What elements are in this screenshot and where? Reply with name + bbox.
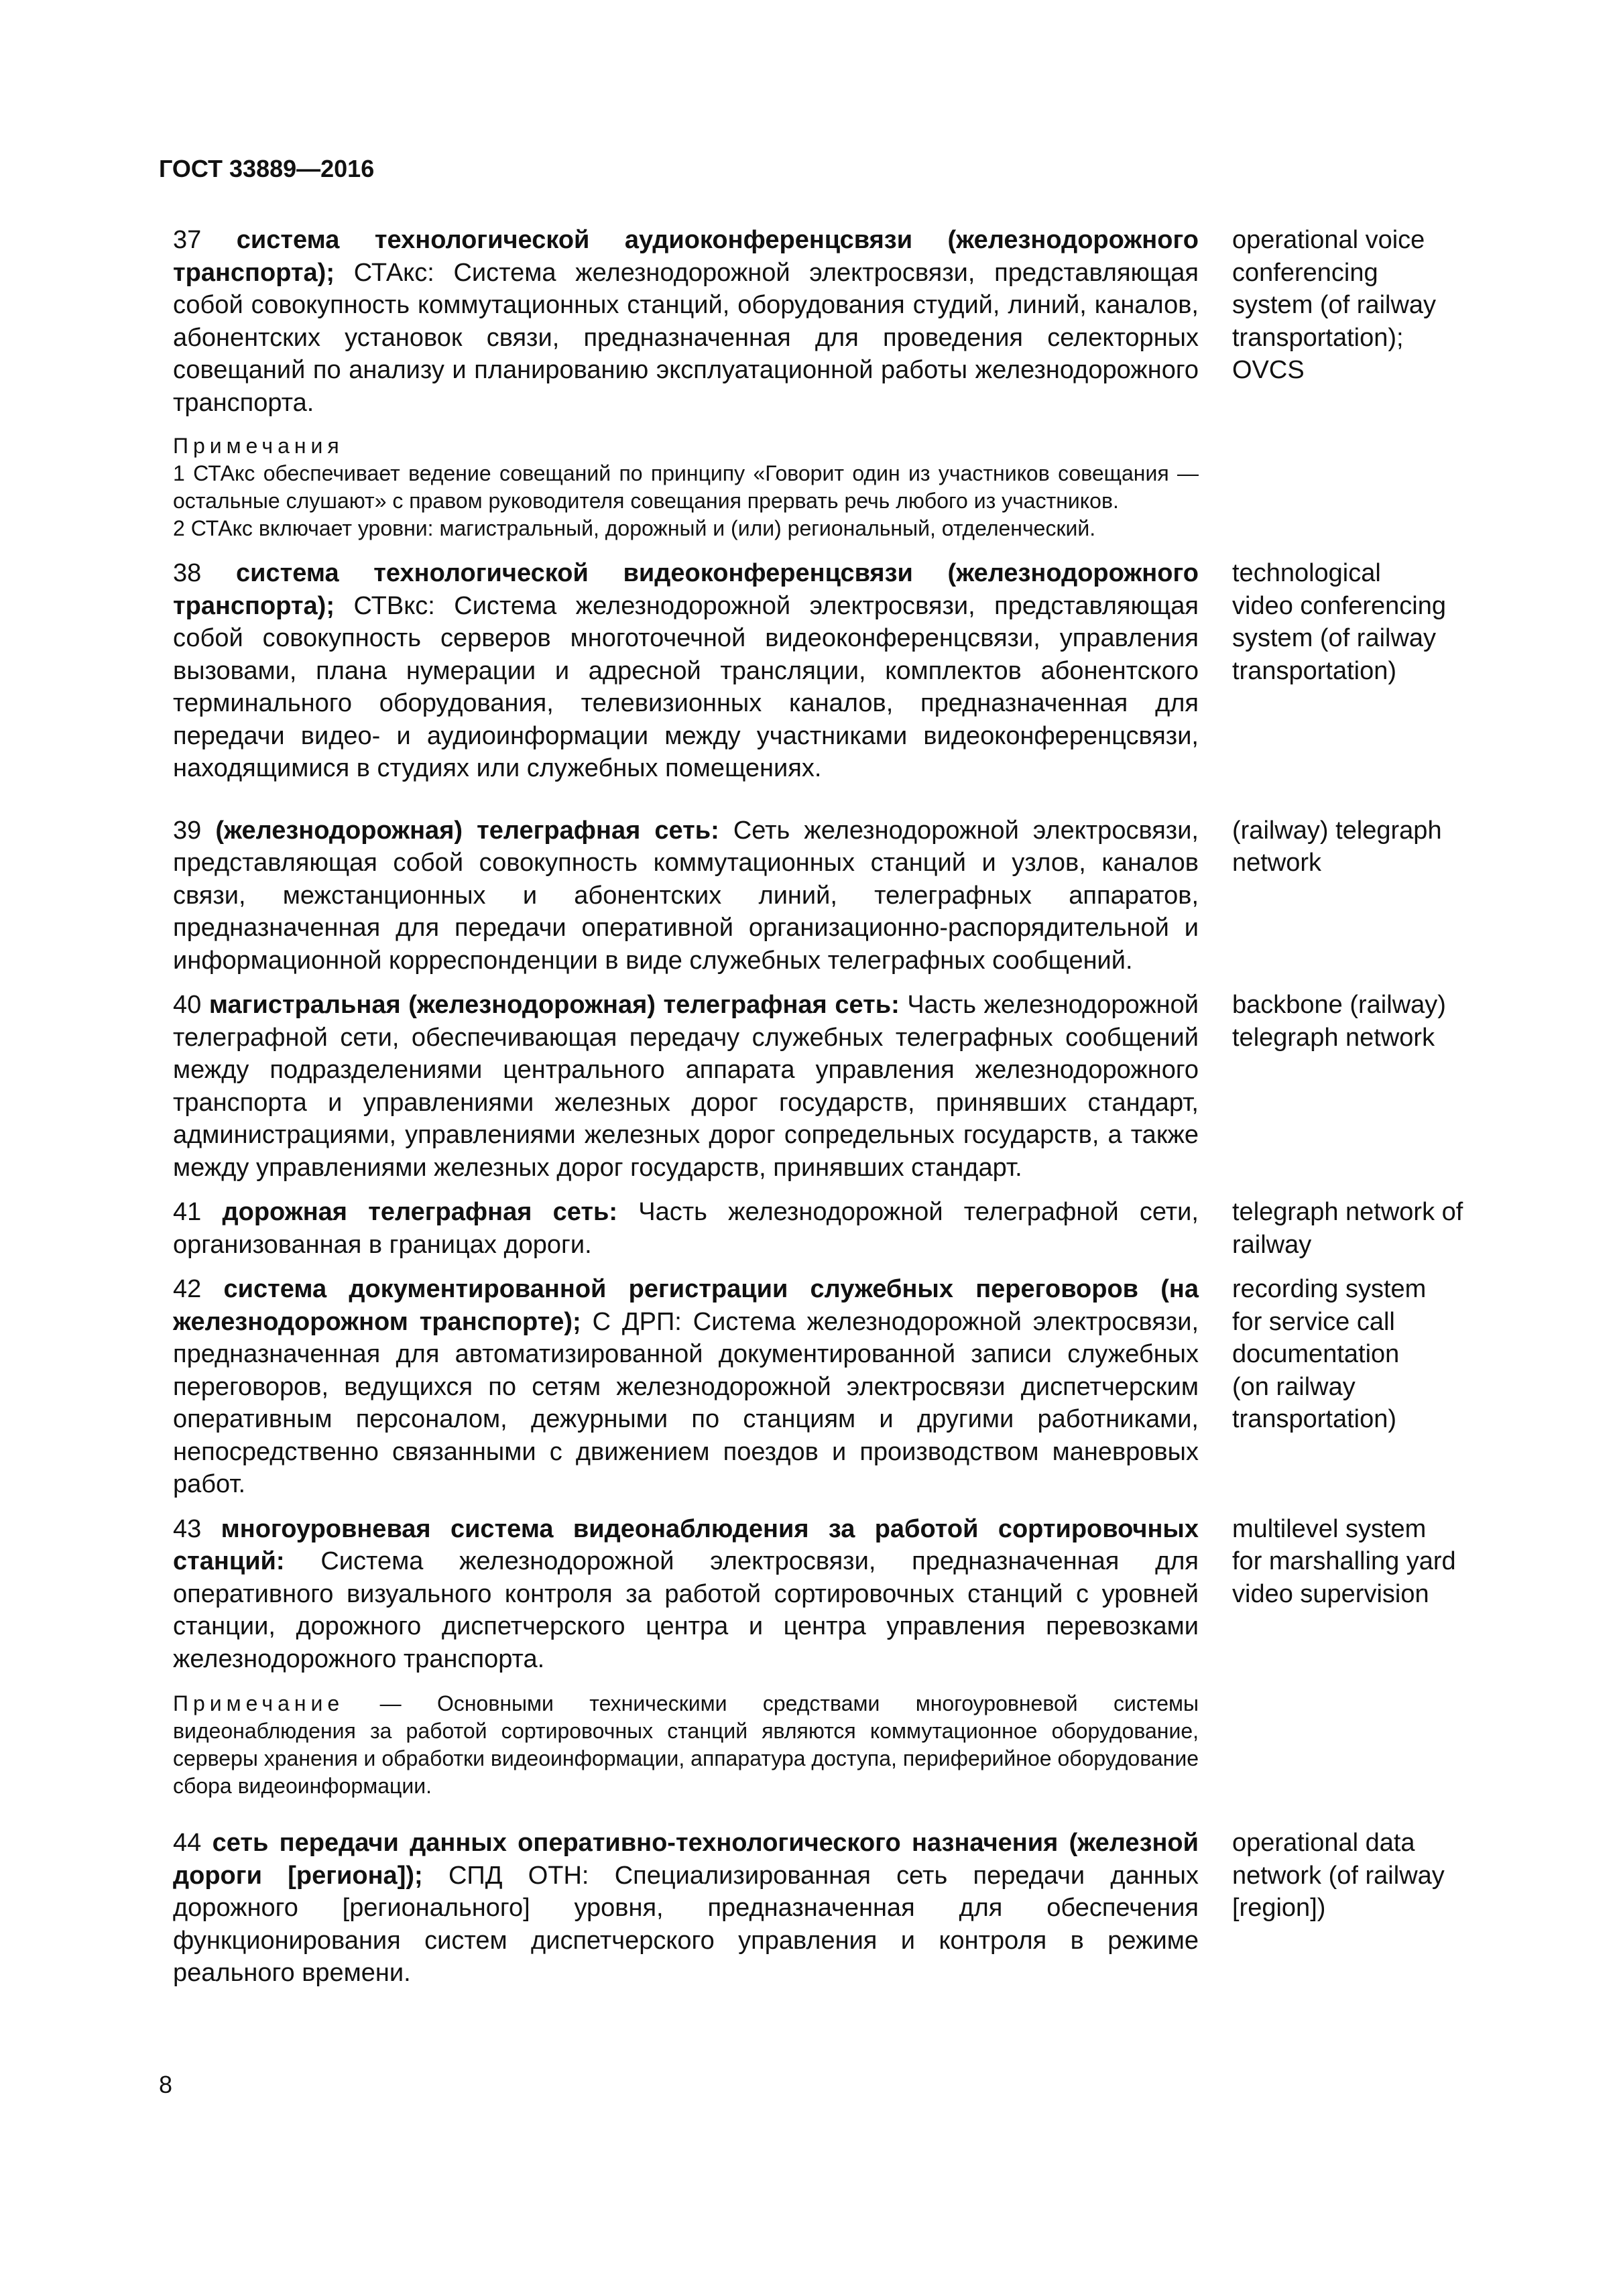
- term-definition-39: [173, 814, 1199, 977]
- term-english-43: multilevel system for marshalling yard video supervision: [1232, 1514, 1456, 1608]
- term-entry-38: [173, 557, 1494, 785]
- term-title: система документированной регистрации служебных переговоров (на железнодорожном транспорте);: [173, 1275, 1199, 1336]
- term-english-44: operational data network (of railway [region]): [1232, 1829, 1445, 1922]
- terms-list: [173, 224, 1494, 1990]
- term-entry-40: [173, 989, 1494, 1184]
- term-title: магистральная (железнодорожная) телеграфная сеть:: [208, 991, 900, 1019]
- term-text: Система железнодорожной электросвязи, предназначенная для оперативного визуального контроля за работой сортировочных станций с уровней станции, дорожного диспетчерского центра и центра управления перевозками железнодорожного транспорта.: [173, 1547, 1199, 1673]
- note-2: 2 СТАкс включает уровни: магистральный, дорожный и (или) региональный, отделенческий.: [173, 516, 1096, 540]
- notes-37: [173, 432, 1199, 542]
- note-1: 1 СТАкс обеспечивает ведение совещаний по принципу «Говорит один из участников совещания — остальные слушают» с правом руководителя совещания прервать речь любого из участников.: [173, 461, 1199, 513]
- term-definition-43: [173, 1513, 1199, 1676]
- notes-label: Примечания: [173, 434, 344, 458]
- note-43: [173, 1690, 1199, 1800]
- term-title: дорожная телеграфная сеть:: [222, 1198, 618, 1226]
- note-label: Примечание: [173, 1691, 345, 1715]
- term-entry-41: [173, 1196, 1494, 1261]
- term-entry-42: [173, 1273, 1494, 1501]
- term-english-39: (railway) telegraph network: [1232, 816, 1442, 877]
- term-definition-38: [173, 557, 1199, 785]
- term-text: Сеть железнодорожной электросвязи, представляющая собой совокупность коммутационных станций и узлов, каналов связи, межстанционных и абонентских линий, телеграфных аппаратов, предназначенная для передачи оперативной организационно-распорядительной и информационной корреспонденции в виде служебных телеграфных сообщений.: [173, 816, 1199, 975]
- term-number: 43: [173, 1514, 202, 1543]
- term-number: 39: [173, 816, 202, 845]
- term-number: 41: [173, 1198, 202, 1226]
- term-title: многоуровневая система видеонаблюдения за работой сортировочных станций:: [173, 1514, 1199, 1575]
- term-title: сеть передачи данных оперативно-технологического назначения (железной дороги [региона]);: [173, 1829, 1199, 1890]
- term-number: 38: [173, 559, 202, 587]
- term-definition-40: [173, 989, 1199, 1184]
- document-header: ГОСТ 33889—2016: [159, 155, 375, 182]
- term-definition-37: [173, 224, 1199, 419]
- term-english-40: backbone (railway) telegraph network: [1232, 991, 1446, 1052]
- term-text: Часть железнодорожной телеграфной сети, организованная в границах дороги.: [173, 1198, 1199, 1259]
- term-english-42: recording system for service call documentation (on railway transportation): [1232, 1275, 1427, 1433]
- note-text: — Основными техническими средствами многоуровневой системы видеонаблюдения за работой сортировочных станций являются коммутационное оборудование, серверы хранения и обработки видеоинформации, аппаратура доступа, периферийное оборудование сбора видеоинформации.: [173, 1691, 1199, 1798]
- term-entry-43: [173, 1513, 1494, 1676]
- term-text: СТВкс: Система железнодорожной электросвязи, представляющая собой совокупность серверов многоточечной видеоконференцсвязи, управления вызовами, плана нумерации и адресной трансляции, комплектов абонентского терминального оборудования, телевизионных каналов, предназначенная для передачи видео- и аудиоинформации между участниками видеоконференцсвязи, находящимися в студиях или служебных помещениях.: [173, 591, 1199, 782]
- term-entry-39: [173, 814, 1494, 977]
- term-english-38: technological video conferencing system (of railway transportation): [1232, 559, 1446, 685]
- term-definition-42: [173, 1273, 1199, 1501]
- term-text: СПД ОТН: Специализированная сеть передачи данных дорожного [регионального] уровня, предназначенная для обеспечения функционирования систем диспетчерского управления и контроля в режиме реального времени.: [173, 1861, 1199, 1987]
- term-title: (железнодорожная) телеграфная сеть:: [215, 816, 719, 845]
- page-number: 8: [159, 2071, 173, 2098]
- term-english-41: telegraph network of railway: [1232, 1198, 1463, 1259]
- term-number: 37: [173, 226, 202, 254]
- term-text: Часть железнодорожной телеграфной сети, обеспечивающая передачу служебных телеграфных сообщений между подразделениями центрального аппарата управления железнодорожного транспорта и управлениями железных дорог государств, принявших стандарт, администрациями, управлениями железных дорог сопредельных государств, а также между управлениями железных дорог государств, принявших стандарт.: [173, 991, 1199, 1182]
- term-number: 42: [173, 1275, 202, 1303]
- term-definition-44: [173, 1827, 1199, 1990]
- term-title: система технологической аудиоконференцсвязи (железнодорожного транспорта);: [173, 226, 1199, 287]
- term-english-37: operational voice conferencing system (of railway transportation); OVCS: [1232, 226, 1437, 384]
- term-entry-44: [173, 1827, 1494, 1990]
- term-number: 40: [173, 991, 202, 1019]
- term-definition-41: [173, 1196, 1199, 1261]
- term-number: 44: [173, 1829, 202, 1857]
- term-text: С ДРП: Система железнодорожной электросвязи, предназначенная для автоматизированной документированной записи служебных переговоров, ведущихся по сетям железнодорожной электросвязи диспетчерским оперативным персоналом, дежурными по станциям и другими работниками, непосредственно связанными с движением поездов и производством маневровых работ.: [173, 1307, 1199, 1498]
- term-entry-37: [173, 224, 1494, 419]
- term-text: СТАкс: Система железнодорожной электросвязи, представляющая собой совокупность коммутационных станций, оборудования студий, линий, каналов, абонентских установок связи, предназначенная для проведения селекторных совещаний по анализу и планированию эксплуатационной работы железнодорожного транспорта.: [173, 258, 1199, 417]
- term-title: система технологической видеоконференцсвязи (железнодорожного транспорта);: [173, 559, 1199, 620]
